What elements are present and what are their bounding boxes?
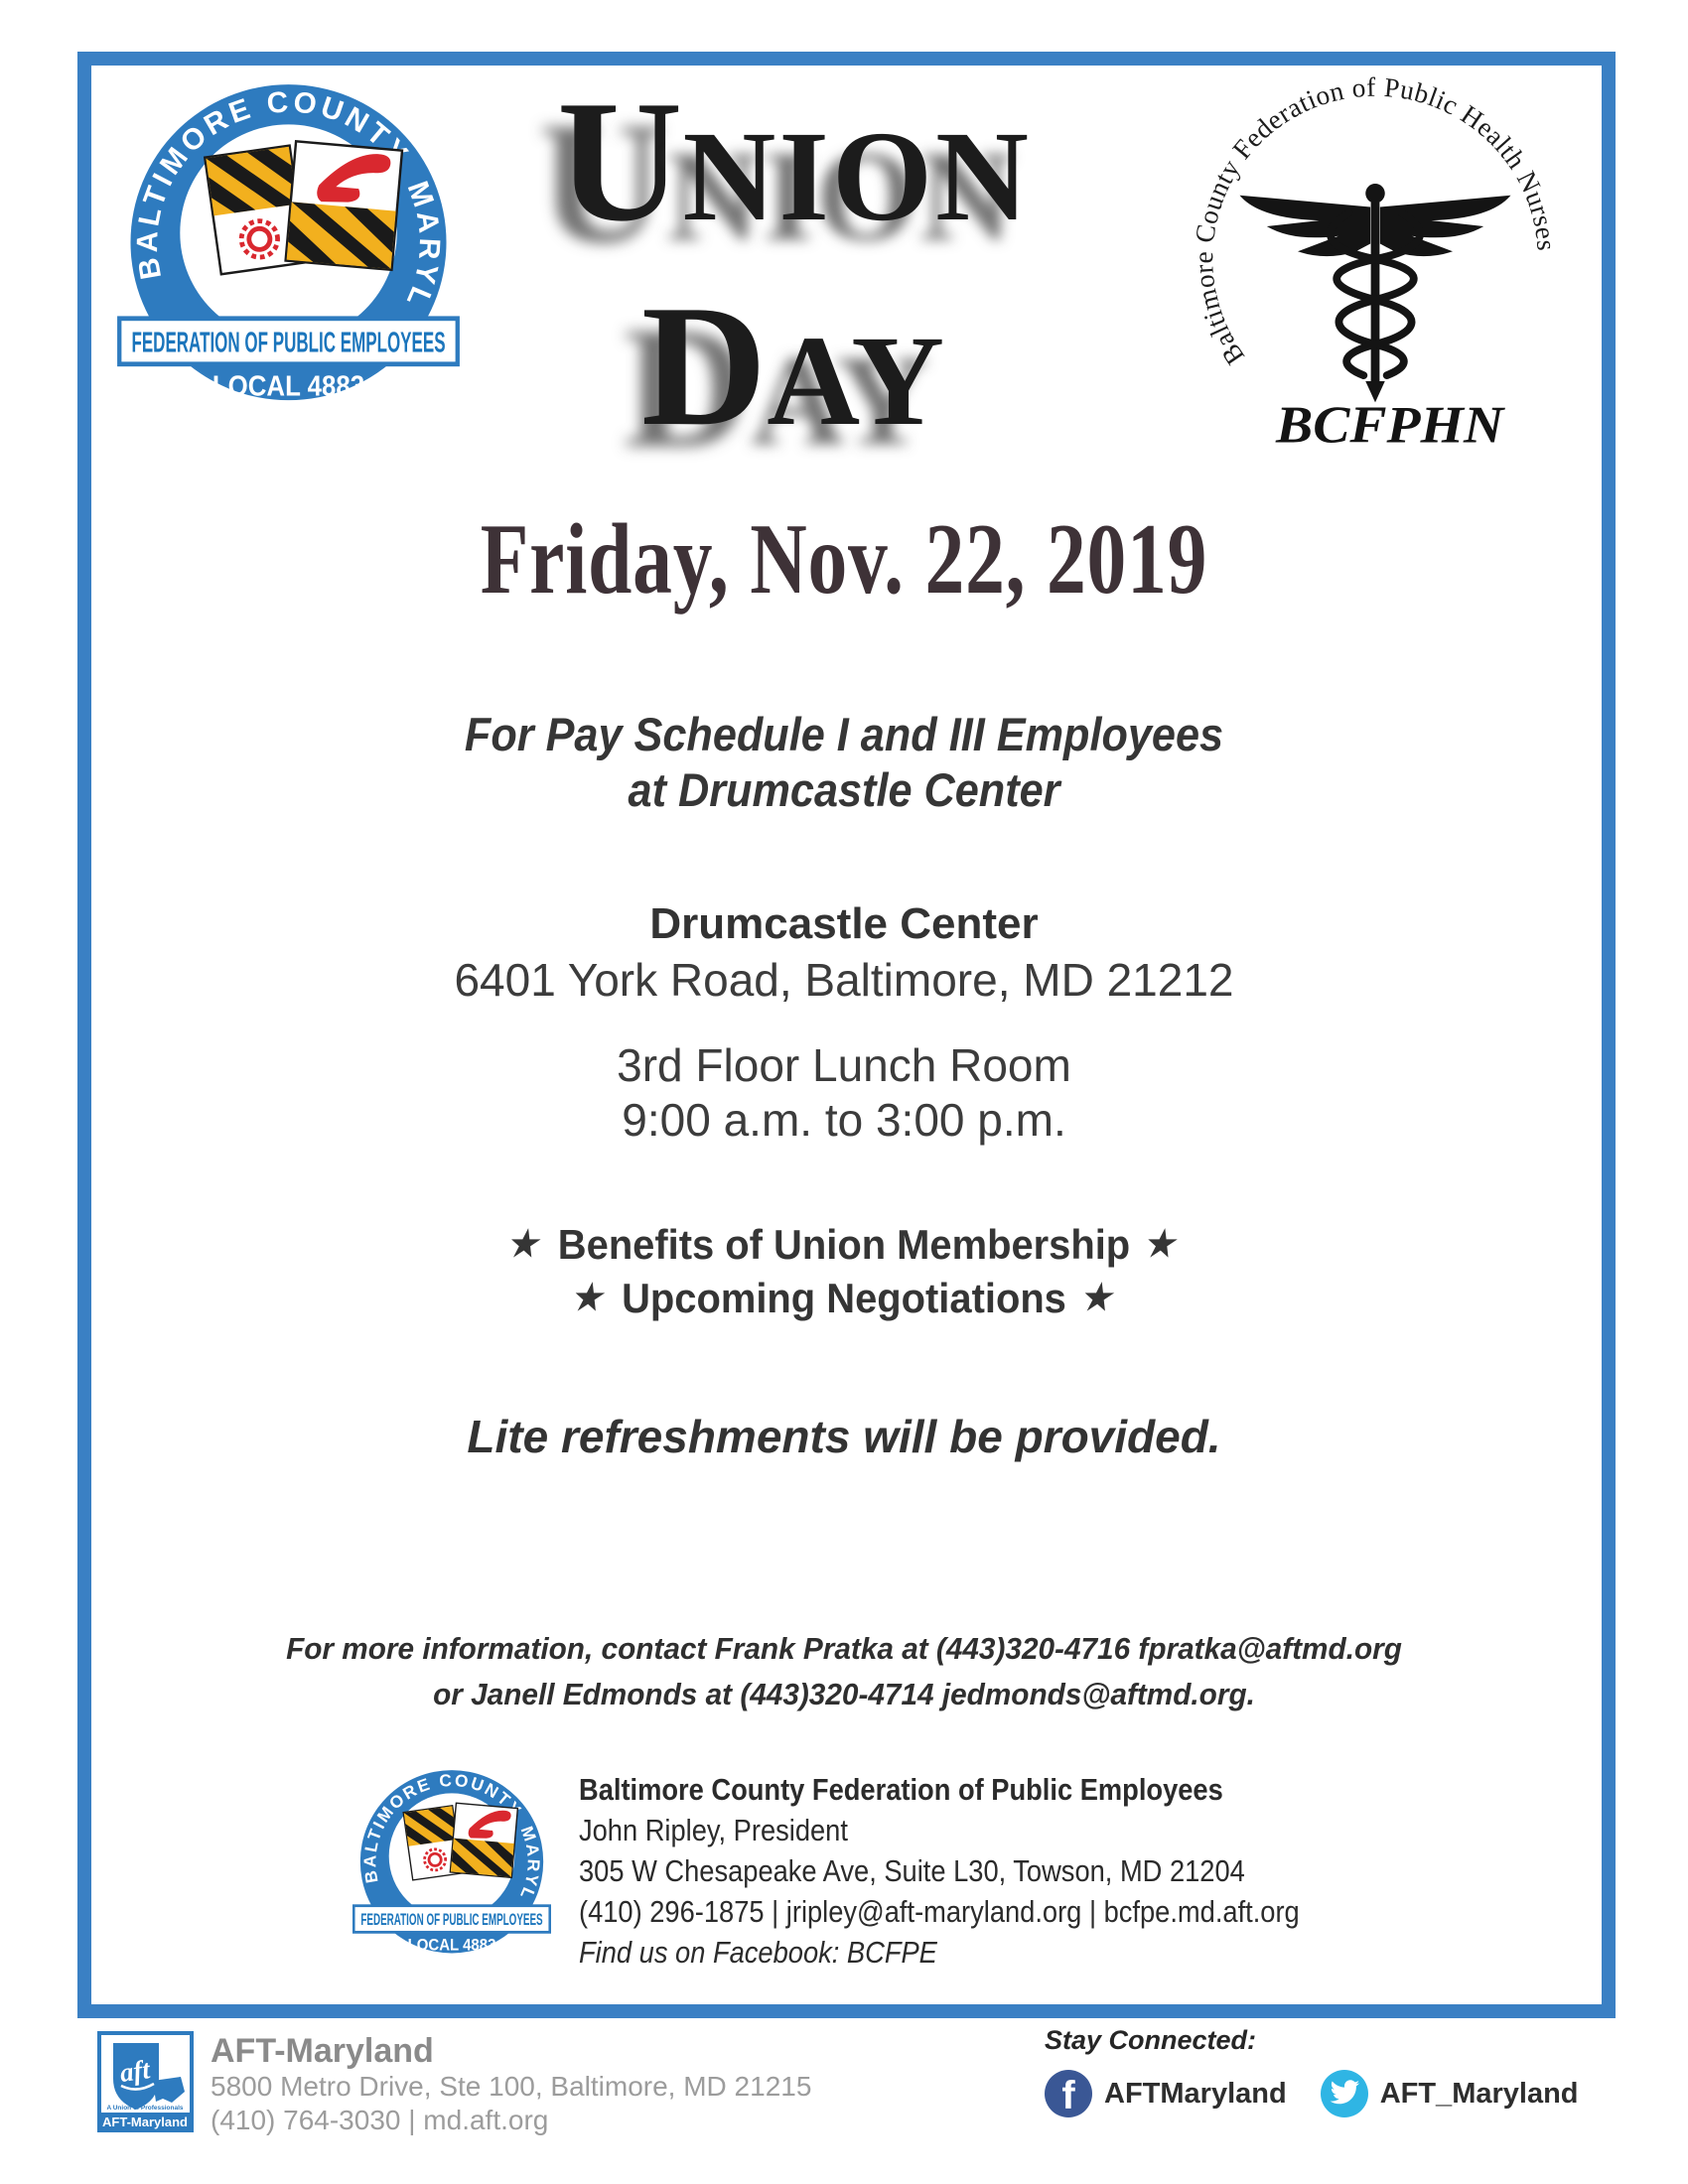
org-info-block: [579, 1769, 1300, 1973]
social-row: [1045, 2070, 1640, 2117]
title-rest-ay: AY: [767, 310, 948, 453]
flyer-title-line1: [427, 62, 1162, 261]
title-initial-u: U: [557, 65, 683, 257]
audience-note: [68, 707, 1620, 818]
facebook-handle: AFTMaryland: [1104, 2077, 1287, 2110]
stay-connected-label: Stay Connected:: [1045, 2025, 1257, 2055]
room-time-block: [0, 1038, 1688, 1148]
topic-line: [43, 1217, 1646, 1271]
contact-block: [34, 1626, 1654, 1717]
org-facebook-note: Find us on Facebook: BCFPE: [579, 1935, 937, 1970]
facebook-icon: f: [1045, 2070, 1092, 2117]
org-address: 305 W Chesapeake Ave, Suite L30, Towson, MD 21204: [579, 1853, 1245, 1888]
audience-line1: For Pay Schedule I and III Employees: [464, 708, 1224, 760]
aft-name: AFT-Maryland: [211, 2032, 434, 2070]
topics-block: [43, 1217, 1646, 1324]
venue-address: 6401 York Road, Baltimore, MD 21212: [454, 954, 1234, 1006]
aft-address: 5800 Metro Drive, Ste 100, Baltimore, MD 21215: [211, 2071, 812, 2102]
venue-room: 3rd Floor Lunch Room: [617, 1039, 1071, 1091]
topic-label: Benefits of Union Membership: [557, 1221, 1131, 1268]
title-initial-d: D: [640, 269, 768, 462]
refreshments-note: Lite refreshments will be provided.: [467, 1411, 1221, 1462]
org-president: John Ripley, President: [579, 1813, 848, 1847]
stay-connected-block: [1045, 2025, 1640, 2117]
event-time: 9:00 a.m. to 3:00 p.m.: [622, 1094, 1066, 1146]
aft-footer-info: [211, 2032, 811, 2137]
event-date: Friday, Nov. 22, 2019: [480, 503, 1208, 615]
bcfpe-logo-small: [352, 1759, 551, 1969]
twitter-icon: [1321, 2070, 1368, 2117]
audience-line2: at Drumcastle Center: [628, 763, 1060, 816]
star-icon: ★: [1143, 1223, 1183, 1264]
contact-line2: or Janell Edmonds at (443)320-4714 jedmonds@aftmd.org.: [433, 1677, 1255, 1711]
org-name: Baltimore County Federation of Public Employees: [579, 1772, 1223, 1807]
venue-block: [0, 896, 1688, 1008]
aft-maryland-logo: [97, 2031, 194, 2132]
topic-label: Upcoming Negotiations: [622, 1275, 1066, 1321]
star-icon: ★: [1078, 1277, 1118, 1317]
topic-line: [43, 1271, 1646, 1324]
bcfpe-logo-large: [117, 66, 460, 427]
flyer-title-line2: [427, 266, 1162, 466]
aft-contact: (410) 764-3030 | md.aft.org: [211, 2105, 549, 2135]
bcfphn-logo: [1172, 69, 1579, 457]
star-icon: ★: [505, 1223, 545, 1264]
title-rest-nion: NION: [682, 105, 1032, 248]
star-icon: ★: [570, 1277, 610, 1317]
twitter-handle: AFT_Maryland: [1379, 2077, 1579, 2110]
org-contact: (410) 296-1875 | jripley@aft-maryland.org | bcfpe.md.aft.org: [579, 1894, 1300, 1929]
venue-name: Drumcastle Center: [649, 899, 1039, 948]
contact-line1: For more information, contact Frank Pratka at (443)320-4716 fpratka@aftmd.org: [286, 1631, 1402, 1666]
